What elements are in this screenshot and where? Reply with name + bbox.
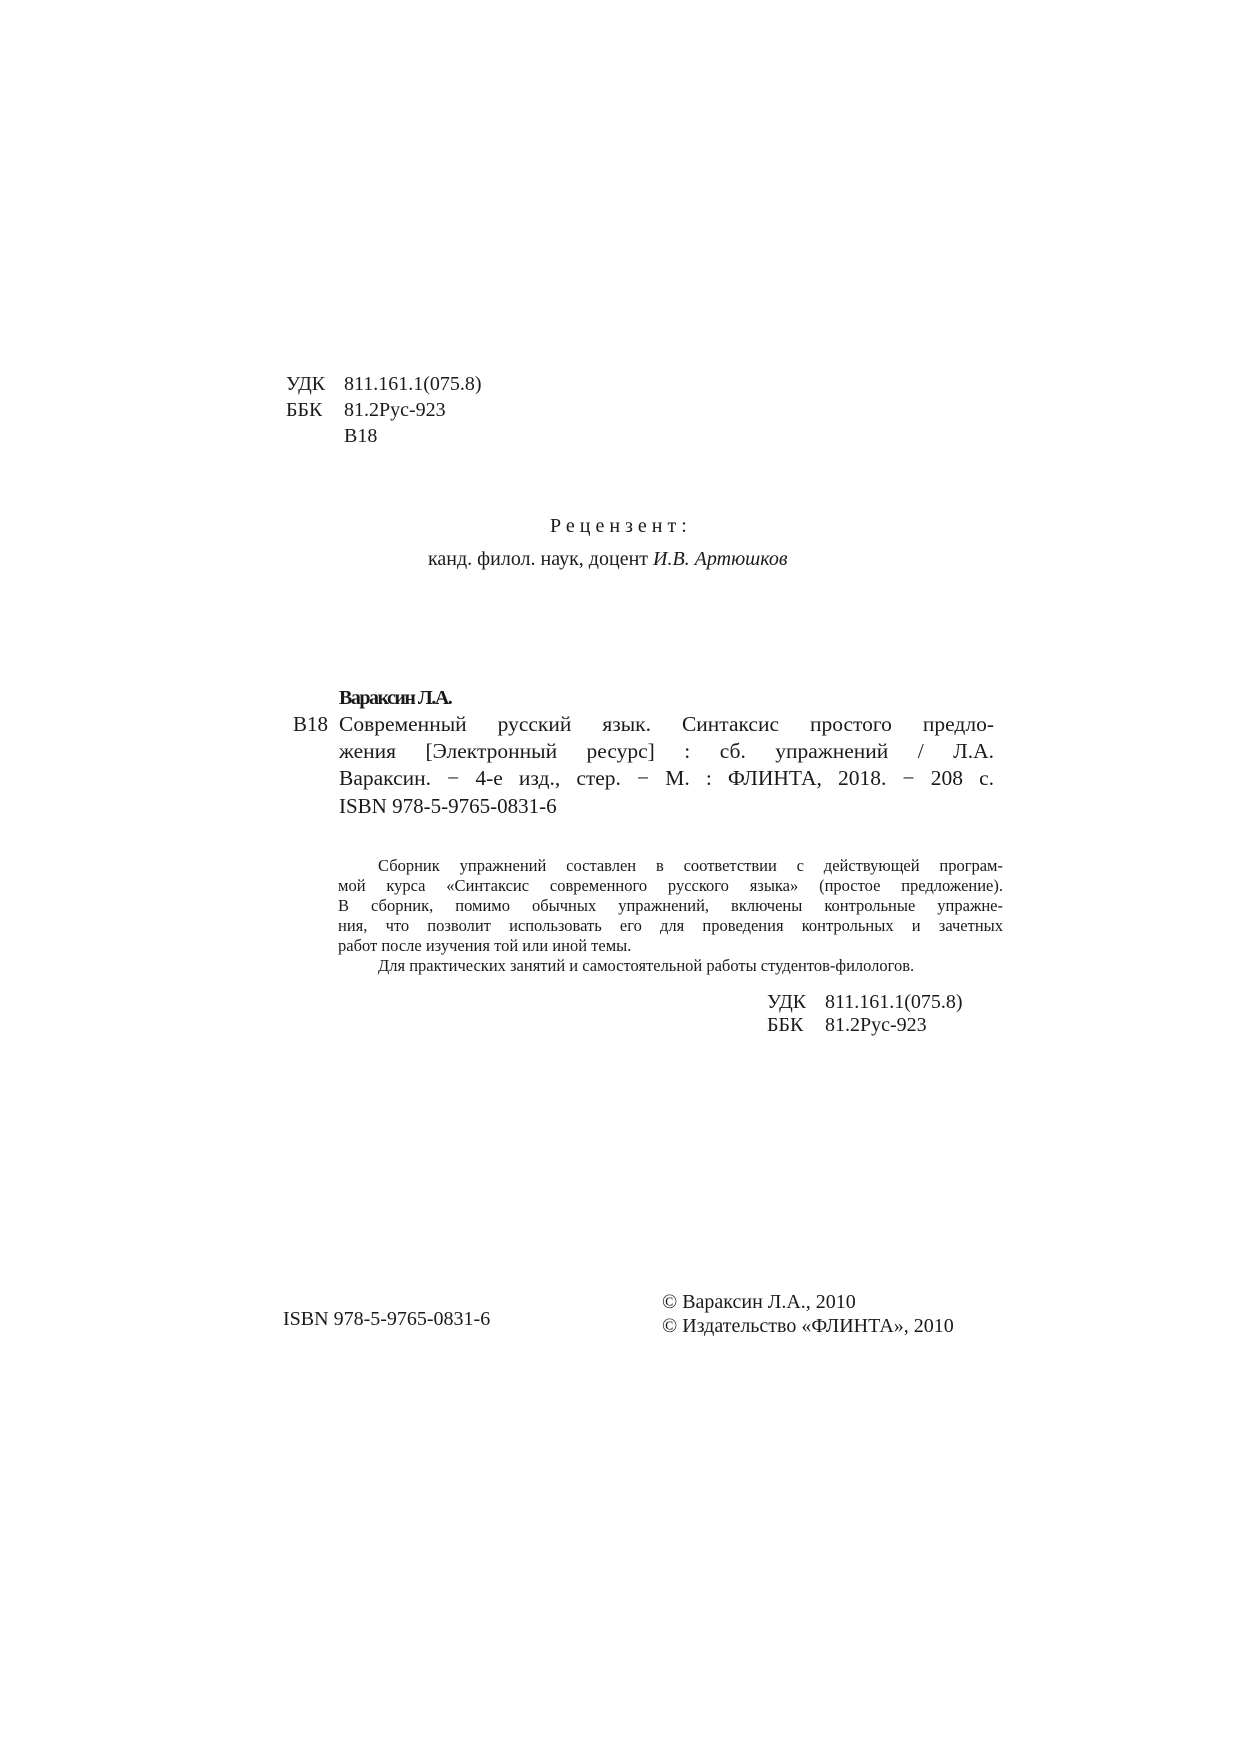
reviewer-line <box>428 546 788 572</box>
copyright-publisher: © Издательство «ФЛИНТА», 2010 <box>662 1315 954 1337</box>
author-mark-top: В18 <box>344 425 378 447</box>
catalog-description <box>339 711 994 792</box>
catalog-description-line: Вараксин. − 4-е изд., стер. − М. : ФЛИНТА, 2018. − 208 с. <box>339 766 994 790</box>
catalog-description-line: жения [Электронный ресурс] : сб. упражнений / Л.А. <box>339 739 994 763</box>
copyright-author: © Вараксин Л.А., 2010 <box>662 1291 856 1313</box>
udk-value: 811.161.1(075.8) <box>344 373 482 395</box>
bbk-label: ББК <box>286 399 323 421</box>
abstract <box>338 856 1003 976</box>
abstract-line: В сборник, помимо обычных упражнений, включены контрольные упражне- <box>338 896 1003 915</box>
abstract-line: Сборник упражнений составлен в соответствии с действующей програм- <box>378 856 1003 875</box>
catalog-isbn: ISBN 978-5-9765-0831-6 <box>339 794 557 818</box>
bbk-value: 81.2Рус-923 <box>344 399 446 421</box>
bbk-label: ББК <box>767 1014 804 1036</box>
reviewer-title: Рецензент: <box>550 515 692 537</box>
reviewer-name: И.В. Артюшков <box>653 548 788 570</box>
catalog-author: Вараксин Л.А. <box>339 687 452 709</box>
catalog-description-line: Современный русский язык. Синтаксис простого предло- <box>339 712 994 736</box>
abstract-line: мой курса «Синтаксис современного русского языка» (простое предложение). <box>338 876 1003 895</box>
catalog-author-mark: В18 <box>293 712 329 736</box>
bbk-value: 81.2Рус-923 <box>825 1014 927 1036</box>
udk-top <box>286 371 482 397</box>
abstract-audience: Для практических занятий и самостоятельной работы студентов-филологов. <box>378 956 915 975</box>
bbk-top <box>286 397 446 423</box>
udk-label: УДК <box>767 991 807 1013</box>
footer-isbn: ISBN 978-5-9765-0831-6 <box>283 1308 491 1330</box>
abstract-line: ния, что позволит использовать его для проведения контрольных и зачетных <box>338 916 1003 935</box>
udk-value: 811.161.1(075.8) <box>825 991 963 1013</box>
reviewer-credentials: канд. филол. наук, доцент <box>428 548 654 570</box>
abstract-line: работ после изучения той или иной темы. <box>338 936 632 955</box>
udk-label: УДК <box>286 373 326 395</box>
bbk-bottom <box>767 1012 927 1038</box>
